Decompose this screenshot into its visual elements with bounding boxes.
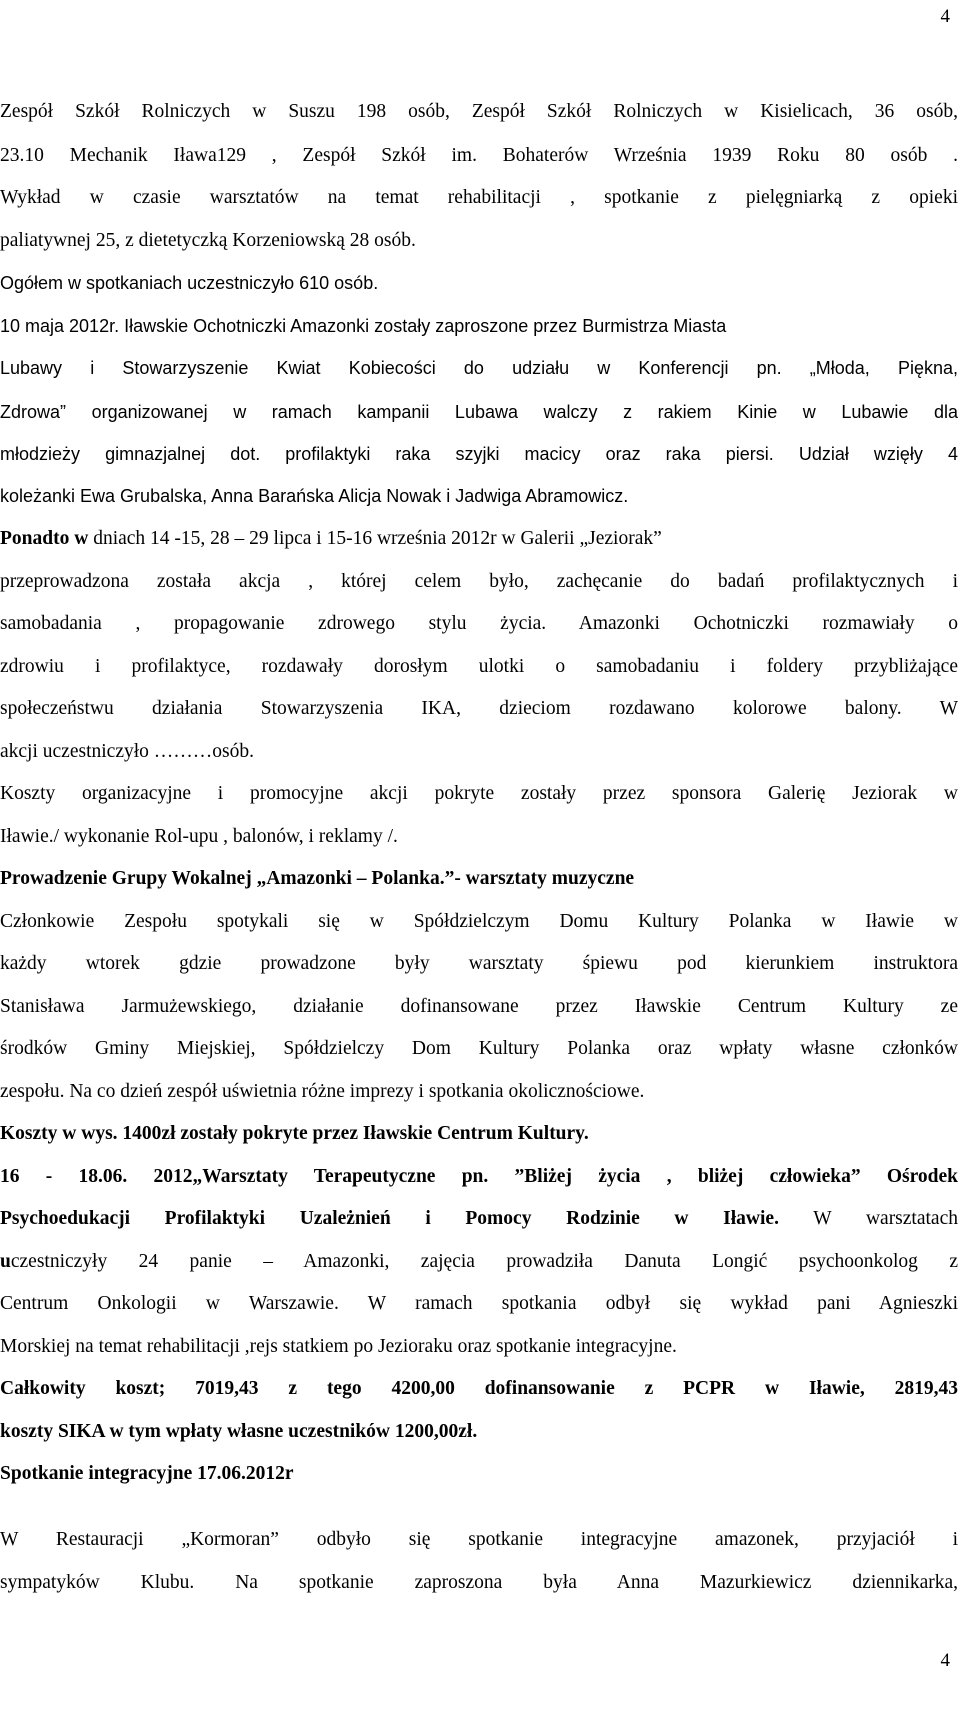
text-line: koleżanki Ewa Grubalska, Anna Barańska Alicja Nowak i Jadwiga Abramowicz. — [0, 486, 629, 506]
bold-line: Koszty w wys. 1400zł zostały pokryte przez Iławskie Centrum Kultury. — [0, 1123, 589, 1144]
bold-lead: Ponadto w — [0, 528, 89, 549]
text-line: Zespół Szkół Rolniczych w Suszu 198 osób, Zespół Szkół Rolniczych w Kisielicach, 36 osób, — [0, 101, 958, 122]
text-line: Ogółem w spotkaniach uczestniczyło 610 osób. — [0, 273, 379, 293]
text-line: samobadania , propagowanie zdrowego stylu życia. Amazonki Ochotniczki rozmawiały o — [0, 613, 958, 634]
text-line: 23.10 Mechanik Iława129 , Zespół Szkół im. Bohaterów Września 1939 Roku 80 osób . — [0, 145, 958, 166]
text-line — [0, 1242, 958, 1282]
section-heading: 16 - 18.06. 2012„Warsztaty Terapeutyczne pn. ”Bliżej życia , bliżej człowieka” Ośrodek — [0, 1166, 958, 1187]
text-line: Lubawy i Stowarzyszenie Kwiat Kobiecości do udziału w Konferencji pn. „Młoda, Piękna, — [0, 358, 958, 378]
text-line: młodzieży gimnazjalnej dot. profilaktyki raka szyjki macicy oraz raka piersi. Udział wzięły 4 — [0, 444, 958, 464]
text-line: akcji uczestniczyło ………osób. — [0, 741, 254, 762]
text-line: Zdrowa” organizowanej w ramach kampanii Lubawa walczy z rakiem Kinie w Lubawie dla — [0, 402, 958, 422]
text-line: zespołu. Na co dzień zespół uświetnia różne imprezy i spotkania okolicznościowe. — [0, 1081, 645, 1102]
section-heading: Spotkanie integracyjne 17.06.2012r — [0, 1463, 294, 1484]
page-number-top: 4 — [940, 6, 950, 27]
text-line: sympatyków Klubu. Na spotkanie zaproszona była Anna Mazurkiewicz dziennikarka, — [0, 1572, 958, 1593]
text-line: środków Gminy Miejskiej, Spółdzielczy Dom Kultury Polanka oraz wpłaty własne członków — [0, 1038, 958, 1059]
text-line: Członkowie Zespołu spotykali się w Spółdzielczym Domu Kultury Polanka w Iławie w — [0, 911, 958, 932]
text-line: Iławie./ wykonanie Rol-upu , balonów, i reklamy /. — [0, 826, 398, 847]
text-line: 10 maja 2012r. Iławskie Ochotniczki Amazonki zostały zaproszone przez Burmistrza Miasta — [0, 316, 727, 336]
text-line: przeprowadzona została akcja , której celem było, zachęcanie do badań profilaktycznych i — [0, 571, 958, 592]
text-line: Wykład w czasie warsztatów na temat rehabilitacji , spotkanie z pielęgniarką z opieki — [0, 187, 958, 208]
section-heading: Prowadzenie Grupy Wokalnej „Amazonki – Polanka.”- warsztaty muzyczne — [0, 868, 635, 889]
bold-run: u — [0, 1251, 11, 1272]
text-line: Stanisława Jarmużewskiego, działanie dofinansowane przez Iławskie Centrum Kultury ze — [0, 996, 958, 1017]
page-number-bottom: 4 — [940, 1650, 950, 1671]
text-line: zdrowiu i profilaktyce, rozdawały dorosłym ulotki o samobadaniu i foldery przybliżające — [0, 656, 958, 677]
bold-run: Psychoedukacji Profilaktyki Uzależnień i Pomocy Rodzinie w Iławie. — [0, 1208, 779, 1229]
text-line: paliatywnej 25, z dietetyczką Korzeniowską 28 osób. — [0, 230, 416, 251]
text-line: Morskiej na temat rehabilitacji ,rejs statkiem po Jezioraku oraz spotkanie integracyjne. — [0, 1336, 677, 1357]
text-line: Koszty organizacyjne i promocyjne akcji pokryte zostały przez sponsora Galerię Jeziorak w — [0, 783, 958, 804]
text-line: każdy wtorek gdzie prowadzone były warsztaty śpiewu pod kierunkiem instruktora — [0, 953, 958, 974]
text-line — [0, 1199, 958, 1239]
text-line: W Restauracji „Kormoran” odbyło się spotkanie integracyjne amazonek, przyjaciół i — [0, 1529, 958, 1550]
text-run: W warsztatach — [778, 1208, 958, 1229]
text-run: czestniczyły 24 panie – Amazonki, zajęcia prowadziła Danuta Longić psychoonkolog z — [10, 1251, 958, 1272]
bold-line: koszty SIKA w tym wpłaty własne uczestników 1200,00zł. — [0, 1421, 478, 1442]
bold-line: Całkowity koszt; 7019,43 z tego 4200,00 dofinansowanie z PCPR w Iławie, 2819,43 — [0, 1378, 958, 1399]
text-run: dniach 14 -15, 28 – 29 lipca i 15-16 września 2012r w Galerii „Jeziorak” — [88, 528, 662, 549]
text-line — [0, 519, 958, 559]
text-line: Centrum Onkologii w Warszawie. W ramach spotkania odbył się wykład pani Agnieszki — [0, 1293, 958, 1314]
text-line: społeczeństwu działania Stowarzyszenia IKA, dzieciom rozdawano kolorowe balony. W — [0, 698, 958, 719]
